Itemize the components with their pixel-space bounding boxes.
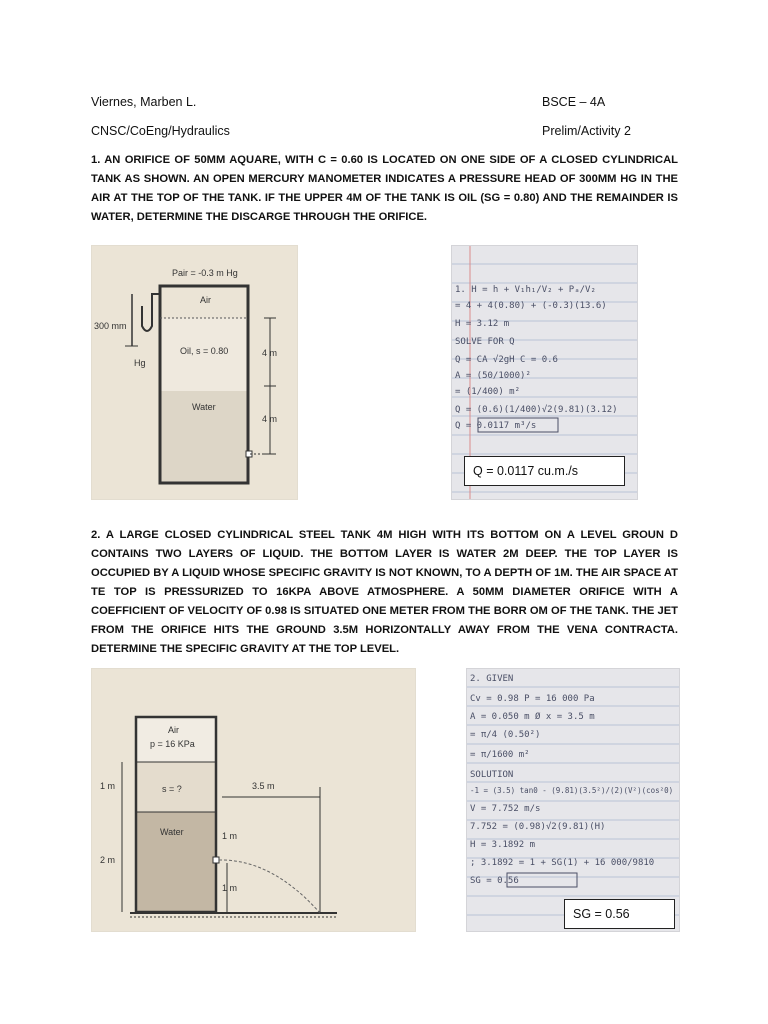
sol2-line-8: V = 7.752 m/s [470,804,541,814]
sol2-line-12: SG = 0.56 [470,876,519,886]
fig1-p-air: Pair = -0.3 m Hg [172,268,238,278]
sol1-line-1: 1. H = h + V₁h₁/V₂ + Pₐ/V₂ [455,285,596,295]
sol1-line-5: Q = CA √2gH C = 0.6 [455,355,558,365]
sol2-line-10: H = 3.1892 m [470,840,536,850]
fig2-dim-1m-c: 1 m [222,883,238,893]
sol2-line-6: SOLUTION [470,770,514,780]
fig2-pressure: p = 16 KPa [150,739,195,749]
fig1-air: Air [200,295,211,305]
sol1-line-2: = 4 + 4(0.80) + (-0.3)(13.6) [455,301,607,311]
sol2-line-7: -1 = (3.5) tan0 - (9.81)(3.5²)/(2)(V²)(cos²0) [470,786,674,795]
course: CNSC/CoEng/Hydraulics [91,124,230,138]
problem-1-figure [91,245,298,500]
sol1-line-9: Q = 0.0117 m³/s [455,421,537,431]
fig2-dim-1m-b: 1 m [222,831,238,841]
problem-1-answer: Q = 0.0117 cu.m./s [464,456,625,486]
section: BSCE – 4A [542,95,606,109]
sol2-line-3: A = 0.050 m Ø x = 3.5 m [470,712,595,722]
sol2-line-11: ; 3.1892 = 1 + SG(1) + 16 000/9810 [470,858,655,868]
fig1-dim-1: 4 m [262,348,278,358]
problem-2-answer: SG = 0.56 [564,899,675,929]
sol2-line-1: 2. GIVEN [470,674,514,684]
solution-2-handwriting [467,669,679,931]
fig2-dim-2m: 2 m [100,855,116,865]
fig2-s: s = ? [162,784,182,794]
problem-2-solution-photo [466,668,680,932]
sol1-line-4: SOLVE FOR Q [455,337,515,347]
tank-1-diagram [92,246,297,499]
sol1-line-7: = (1/400) m² [455,387,521,397]
problem-2-figure [91,668,416,932]
fig1-oil: Oil, s = 0.80 [180,346,229,356]
problem-2-text: 2. A LARGE CLOSED CYLINDRICAL STEEL TANK 4M HIGH WITH ITS BOTTOM ON A LEVEL GROUN D CONTAINS TWO LAYERS OF LIQUID. THE BOTTOM LAYER IS WATER 2M DEEP. THE TOP LAYER IS OCCUPIED BY A LIQUID WHOSE SPECIFIC GRAVITY IS NOT KNOWN, TO A DEPTH OF 1M. THE AIR SPACE AT TE TOP IS PRESSURIZED TO 16KPA ABOVE ATMOSPHERE. A 50MM DIAMETER ORIFICE WITH A COEFFICIENT OF VELOCITY OF 0.98 IS SITUATED ONE METER FROM THE BORR OM OF THE TANK. THE JET FROM THE ORIFICE HITS THE GROUND 3.5M HORIZONTALLY AWAY FROM THE VENA CONTRACTA. DETERMINE THE SPECIFIC GRAVITY AT THE TOP LEVEL. [91,529,678,655]
sol2-line-4: = π/4 (0.50²) [470,730,541,740]
sol2-line-2: Cv = 0.98 P = 16 000 Pa [470,694,595,704]
fig1-hg: Hg [134,358,146,368]
sol1-line-8: Q = (0.6)(1/400)√2(9.81)(3.12) [455,405,618,415]
fig1-dim-2: 4 m [262,414,278,424]
problem-1-text: 1. AN ORIFICE OF 50MM AQUARE, WITH C = 0.60 IS LOCATED ON ONE SIDE OF A CLOSED CYLINDRICAL TANK AS SHOWN. AN OPEN MERCURY MANOMETER INDICATES A PRESSURE HEAD OF 300MM HG IN THE AIR AT THE TOP OF THE TANK. IF THE UPPER 4M OF THE TANK IS OIL (SG = 0.80) AND THE REMAINDER IS WATER, DETERMINE THE DISCARGE THROUGH THE ORIFICE. [91,154,678,223]
sol1-line-3: H = 3.12 m [455,319,510,329]
tank-2-diagram [92,669,415,931]
fig2-dim-3-5m: 3.5 m [252,781,275,791]
student-name: Viernes, Marben L. [91,95,197,109]
fig2-dim-1m: 1 m [100,781,116,791]
activity: Prelim/Activity 2 [542,124,631,138]
fig2-air: Air [168,725,179,735]
sol2-line-5: = π/1600 m² [470,750,530,760]
sol2-line-9: 7.752 = (0.98)√2(9.81)(H) [470,822,606,832]
fig1-300mm: 300 mm [94,321,127,331]
sol1-line-6: A = (50/1000)² [455,371,531,381]
fig1-water: Water [192,402,216,412]
fig2-water: Water [160,827,184,837]
